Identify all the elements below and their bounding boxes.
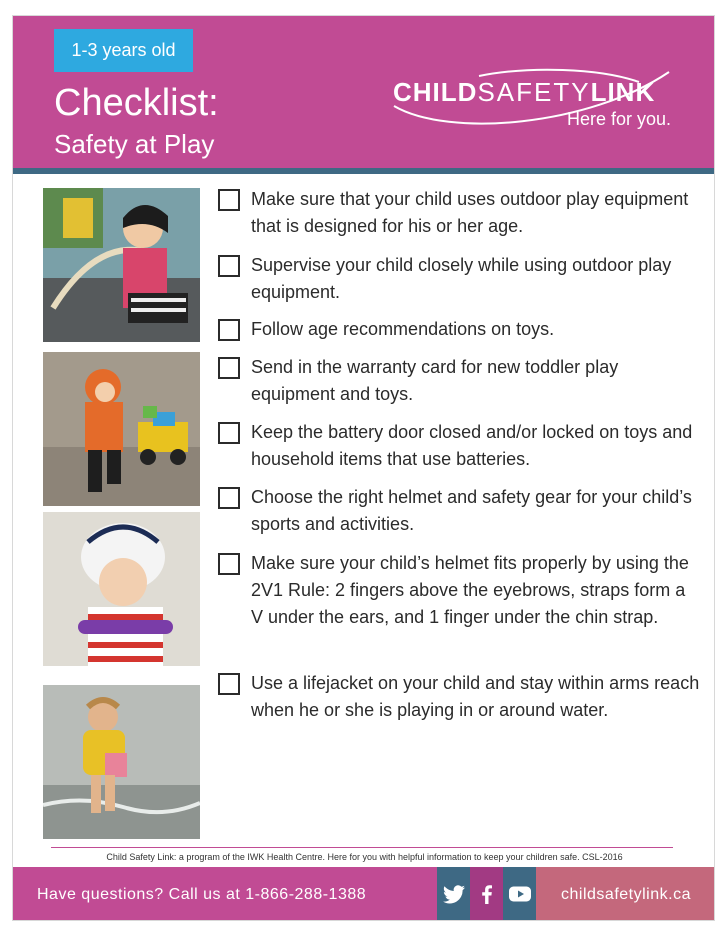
photo-toddler-with-toy-truck [43, 352, 200, 506]
photo-child-with-lifejacket [43, 685, 200, 839]
checklist-item [218, 670, 698, 726]
checkbox[interactable] [218, 673, 240, 695]
checkbox[interactable] [218, 357, 240, 379]
page-title: Checklist: [54, 82, 219, 124]
header-divider [13, 168, 715, 174]
youtube-icon [508, 882, 532, 906]
checklist-item-text: Use a lifejacket on your child and stay within arms reach when he or she is playing in or around water. [251, 673, 700, 720]
logo-word-safety: SAFETY [477, 77, 591, 107]
checklist-item-text: Supervise your child closely while using outdoor play equipment. [251, 255, 672, 302]
footnote: Child Safety Link: a program of the IWK Health Centre. Here for you with helpful information to keep your children safe. CSL-2016 [106, 852, 623, 862]
checklist-item [218, 316, 698, 346]
photo-girl-on-play-equipment [43, 188, 200, 342]
twitter-icon [442, 882, 466, 906]
checkbox[interactable] [218, 422, 240, 444]
youtube-button[interactable] [503, 867, 536, 921]
checkbox[interactable] [218, 255, 240, 277]
checklist-item-text: Make sure that your child uses outdoor play equipment that is designed for his or her age. [251, 189, 689, 236]
checklist-sheet [12, 15, 715, 921]
checklist-item-text: Keep the battery door closed and/or locked on toys and household items that use batteries. [251, 422, 693, 469]
logo-tagline: Here for you. [567, 109, 672, 129]
child-safety-link-logo [389, 68, 679, 138]
logo-word-child: CHILD [393, 77, 478, 107]
facebook-icon [475, 882, 499, 906]
checklist-item [218, 252, 698, 308]
age-badge: 1-3 years old [54, 29, 193, 72]
page-subtitle: Safety at Play [54, 129, 215, 159]
checklist-item [218, 354, 698, 410]
twitter-button[interactable] [437, 867, 470, 921]
logo-word-link: LINK [590, 77, 656, 107]
checklist-item-text: Choose the right helmet and safety gear for your child’s sports and activities. [251, 487, 692, 534]
photo-child-in-helmet [43, 512, 200, 666]
checklist-item [218, 186, 698, 242]
checklist-item-text: Follow age recommendations on toys. [251, 319, 555, 339]
footnote-divider [51, 847, 673, 848]
facebook-button[interactable] [470, 867, 503, 921]
footer-phone-text: Have questions? Call us at 1-866-288-1388 [37, 886, 367, 903]
checklist-item-text: Make sure your child’s helmet fits properly by using the 2V1 Rule: 2 fingers above the eyebrows, straps form a V under the ears, and 1 finger under the chin strap. [251, 553, 689, 627]
logo-wordmark [393, 77, 655, 107]
header-banner [13, 16, 715, 168]
checklist-item [218, 419, 698, 475]
checkbox[interactable] [218, 553, 240, 575]
checkbox[interactable] [218, 189, 240, 211]
checkbox[interactable] [218, 487, 240, 509]
checklist-item-text: Send in the warranty card for new toddler play equipment and toys. [251, 357, 619, 404]
checklist-item [218, 484, 698, 540]
footer-bar [13, 867, 715, 921]
checklist-item [218, 550, 698, 660]
checkbox[interactable] [218, 319, 240, 341]
website-link[interactable]: childsafetylink.ca [536, 867, 715, 921]
